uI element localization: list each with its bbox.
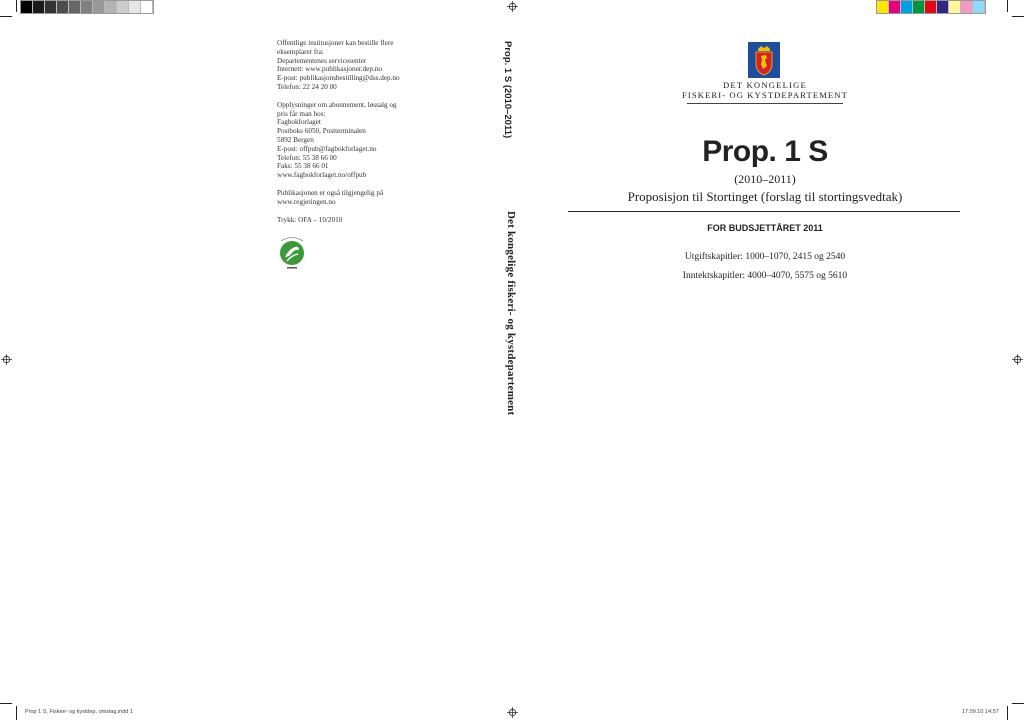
income-chapters: Inntektskapitler: 4000–4070, 5575 og 5610	[682, 271, 848, 281]
info-line: eksemplarer fra:	[277, 47, 324, 56]
department-divider	[687, 103, 843, 104]
color-swatch	[949, 1, 961, 13]
coat-of-arms-icon	[748, 42, 780, 78]
registration-mark-icon	[1, 354, 12, 365]
info-line: Trykk: OFA – 10/2010	[277, 215, 343, 224]
crop-mark	[1012, 703, 1024, 704]
gray-swatch	[129, 1, 141, 13]
availability-info	[277, 189, 447, 207]
color-swatch	[913, 1, 925, 13]
info-line: www.regjeringen.no	[277, 197, 336, 206]
gray-swatch	[57, 1, 69, 13]
title-divider	[568, 211, 960, 212]
info-line: Departementenes servicesenter	[277, 56, 367, 65]
color-swatch	[961, 1, 973, 13]
crop-mark	[16, 706, 17, 720]
crop-mark	[1007, 706, 1008, 720]
color-swatch	[889, 1, 901, 13]
session-years: (2010–2011)	[734, 172, 796, 186]
crop-mark	[0, 16, 12, 17]
crop-mark	[1007, 0, 1008, 12]
back-cover-info	[277, 39, 447, 233]
crop-mark	[1012, 16, 1024, 17]
gray-swatch	[81, 1, 93, 13]
spine-title: Prop. 1 S (2010–2011)	[502, 41, 513, 139]
info-line: Offentlige institusjoner kan bestille flere	[277, 39, 394, 47]
info-line: Telefon: 55 38 66 00	[277, 153, 337, 162]
info-line: Postboks 6050, Postterminalen	[277, 127, 366, 136]
color-swatch	[925, 1, 937, 13]
department-name-line2: FISKERI- OG KYSTDEPARTEMENT	[682, 90, 848, 100]
expense-chapters: Utgiftskapitler: 1000–1070, 2415 og 2540	[684, 252, 846, 262]
spine-department: Det kongelige fiskeri- og kystdepartement	[505, 211, 517, 416]
subscription-info	[277, 101, 447, 180]
info-line: pris får man hos:	[277, 109, 326, 118]
gray-swatch	[141, 1, 153, 13]
print-info	[277, 216, 447, 225]
budget-year: FOR BUDSJETTÅRET 2011	[707, 223, 823, 233]
info-line: E-post: publikasjonsbestilling@dss.dep.no	[277, 74, 400, 83]
color-calibration-bar	[876, 0, 986, 14]
info-line: www.fagbokforlaget.no/offpub	[277, 171, 367, 180]
info-line: Internett: www.publikasjoner.dep.no	[277, 65, 382, 74]
info-line: Publikasjonen er også tilgjengelig på	[277, 188, 384, 197]
gray-swatch	[33, 1, 45, 13]
gray-swatch	[21, 1, 33, 13]
gray-swatch	[45, 1, 57, 13]
document-subtitle: Proposisjon til Stortinget (forslag til stortingsvedtak)	[627, 189, 903, 204]
gray-swatch	[69, 1, 81, 13]
timestamp-slug: 17.09.10 14:57	[962, 709, 999, 715]
info-line: Telefon: 22 24 20 00	[277, 82, 337, 91]
color-swatch	[877, 1, 889, 13]
grayscale-calibration-bar	[20, 0, 154, 14]
registration-mark-icon	[1012, 354, 1023, 365]
gray-swatch	[117, 1, 129, 13]
document-title: Prop. 1 S	[702, 135, 828, 168]
color-swatch	[973, 1, 985, 13]
nordic-swan-ecolabel-icon	[277, 231, 307, 271]
gray-swatch	[93, 1, 105, 13]
color-swatch	[937, 1, 949, 13]
info-line: Fagbokforlaget	[277, 118, 321, 127]
crop-mark	[16, 0, 17, 12]
info-line: 5892 Bergen	[277, 135, 314, 144]
crop-mark	[0, 703, 12, 704]
info-line: E-post: offpub@fagbokforlaget.no	[277, 144, 377, 153]
color-swatch	[901, 1, 913, 13]
order-info	[277, 39, 447, 92]
gray-swatch	[105, 1, 117, 13]
file-slug: Prop 1 S, Fiskeri- og kystdep, omslag.indd 1	[25, 709, 133, 715]
registration-mark-icon	[507, 1, 518, 12]
registration-mark-icon	[507, 707, 518, 718]
info-line: Faks: 55 38 66 01	[277, 162, 329, 171]
info-line: Opplysninger om abonnement, løssalg og	[277, 100, 397, 109]
department-name-line1: DET KONGELIGE	[723, 80, 807, 90]
